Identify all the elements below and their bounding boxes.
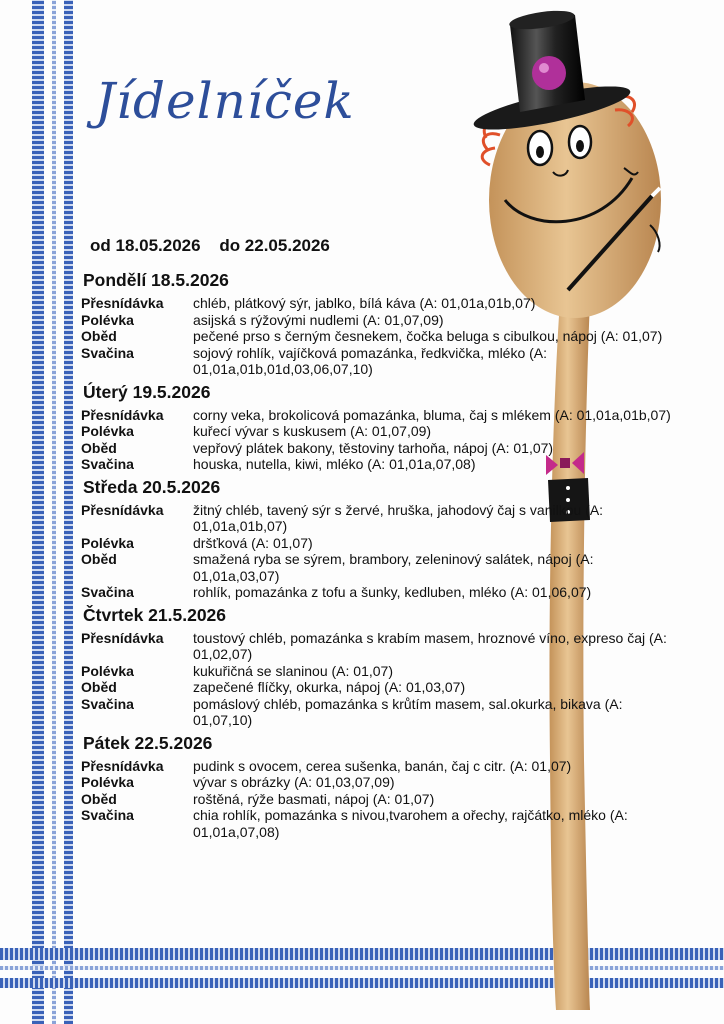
- meal-label: Oběd: [81, 551, 117, 567]
- meal-text: asijská s rýžovými nudlemi (A: 01,07,09): [193, 311, 444, 328]
- meal-text: chia rohlík, pomazánka s nivou,tvarohem a ořechy, rajčátko, mléko (A: 01,01a,07,08): [193, 807, 628, 840]
- day-title: Pátek 22.5.2026: [83, 732, 213, 753]
- meal-row-soup: [81, 423, 681, 440]
- meal-row-snack: [81, 345, 681, 378]
- meal-text: vývar s obrázky (A: 01,03,07,09): [193, 774, 395, 790]
- meal-row-soup: [81, 663, 681, 680]
- date-to: do 22.05.2026: [219, 236, 330, 255]
- meal-text: pudink s ovocem, cerea sušenka, banán, čaj c citr. (A: 01,07): [193, 757, 572, 774]
- meal-label: Svačina: [81, 456, 134, 472]
- meal-label: Svačina: [81, 695, 134, 712]
- day-section: [81, 605, 681, 729]
- day-section: [81, 382, 681, 473]
- meal-text: corny veka, brokolicová pomazánka, bluma, čaj s mlékem (A: 01,01a,01b,07): [193, 406, 671, 423]
- meal-label: Oběd: [81, 679, 117, 695]
- meal-row-snack: [81, 584, 681, 601]
- meal-row-lunch: [81, 679, 681, 696]
- meal-label: Přesnídávka: [81, 295, 164, 311]
- meal-label: Polévka: [81, 311, 134, 328]
- day-section: [81, 270, 681, 378]
- meal-text: pečené prso s černým česnekem, čočka beluga s cibulkou, nápoj (A: 01,07): [193, 328, 663, 344]
- meal-row-lunch: [81, 791, 681, 808]
- meal-row-breakfast: [81, 630, 681, 663]
- meal-text: zapečené flíčky, okurka, nápoj (A: 01,03,07): [193, 679, 466, 695]
- meal-label: Svačina: [81, 344, 134, 361]
- meal-label: Přesnídávka: [81, 629, 164, 646]
- meal-label: Oběd: [81, 328, 117, 344]
- meal-label: Svačina: [81, 807, 134, 823]
- meal-label: Přesnídávka: [81, 501, 164, 518]
- meal-text: rohlík, pomazánka z tofu a šunky, kedluben, mléko (A: 01,06,07): [193, 584, 592, 600]
- date-range: [90, 236, 330, 256]
- meal-text: pomáslový chléb, pomazánka s krůtím masem, sal.okurka, bikava (A: 01,07,10): [193, 695, 623, 728]
- day-section: [81, 733, 681, 841]
- meal-row-lunch: [81, 551, 681, 584]
- date-from: od 18.05.2026: [90, 236, 201, 255]
- weekly-menu: [81, 270, 681, 844]
- day-title: Čtvrtek 21.5.2026: [83, 604, 227, 625]
- meal-label: Přesnídávka: [81, 757, 164, 774]
- meal-text: toustový chléb, pomazánka s krabím masem, hroznové víno, expreso čaj (A: 01,02,07): [193, 629, 667, 662]
- meal-row-breakfast: [81, 502, 681, 535]
- meal-label: Přesnídávka: [81, 406, 164, 423]
- day-section: [81, 477, 681, 601]
- meal-row-soup: [81, 535, 681, 552]
- page-title: Jídelníček: [95, 72, 355, 130]
- day-title: Úterý 19.5.2026: [83, 381, 211, 402]
- meal-text: dršťková (A: 01,07): [193, 534, 313, 551]
- meal-row-breakfast: [81, 758, 681, 775]
- meal-text: vepřový plátek bakony, těstoviny tarhoňa, nápoj (A: 01,07): [193, 439, 554, 456]
- meal-text: kuřecí vývar s kuskusem (A: 01,07,09): [193, 423, 432, 439]
- meal-row-breakfast: [81, 407, 681, 424]
- meal-label: Polévka: [81, 534, 134, 551]
- meal-text: sojový rohlík, vajíčková pomazánka, ředkvička, mléko (A: 01,01a,01b,01d,03,06,07,10): [193, 344, 548, 377]
- meal-text: roštěná, rýže basmati, nápoj (A: 01,07): [193, 790, 435, 807]
- meal-text: kukuřičná se slaninou (A: 01,07): [193, 662, 393, 679]
- meal-label: Oběd: [81, 790, 117, 807]
- meal-text: žitný chléb, tavený sýr s žervé, hruška, jahodový čaj s vanilkou (A: 01,01a,01b,07): [193, 501, 604, 534]
- day-title: Středa 20.5.2026: [83, 476, 221, 497]
- meal-row-snack: [81, 807, 681, 840]
- meal-label: Oběd: [81, 439, 117, 456]
- meal-text: houska, nutella, kiwi, mléko (A: 01,01a,07,08): [193, 456, 476, 472]
- meal-label: Polévka: [81, 662, 134, 679]
- day-title: Pondělí 18.5.2026: [83, 270, 229, 290]
- meal-label: Polévka: [81, 423, 134, 439]
- meal-row-lunch: [81, 328, 681, 345]
- meal-row-breakfast: [81, 295, 681, 312]
- meal-row-soup: [81, 774, 681, 791]
- meal-text: smažená ryba se sýrem, brambory, zeleninový salátek, nápoj (A: 01,01a,03,07): [193, 551, 594, 584]
- meal-row-snack: [81, 456, 681, 473]
- meal-row-lunch: [81, 440, 681, 457]
- meal-label: Polévka: [81, 774, 134, 790]
- meal-text: chléb, plátkový sýr, jablko, bílá káva (A: 01,01a,01b,07): [193, 295, 536, 311]
- meal-row-soup: [81, 312, 681, 329]
- meal-label: Svačina: [81, 584, 134, 600]
- meal-row-snack: [81, 696, 681, 729]
